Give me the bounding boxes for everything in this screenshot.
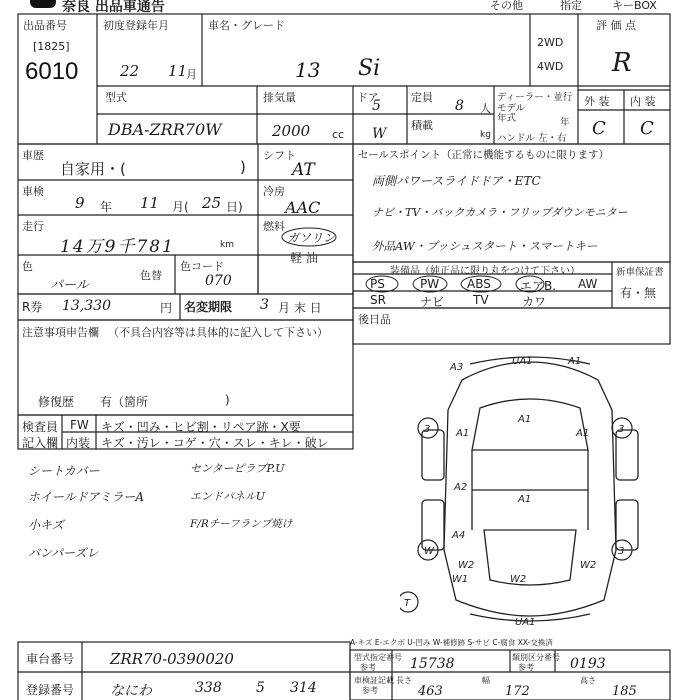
deadline-text: 月 末 日 xyxy=(278,301,322,315)
history-value: 自家用・( xyxy=(60,160,126,178)
sales-point-line-1: 両側パワースライドドア・ETC xyxy=(372,174,541,188)
capacity-label: 定員 xyxy=(411,91,433,104)
grade-label: 評 価 点 xyxy=(596,19,636,32)
damage-legend: A-キズ E-エクボ U-凹み W-補修跡 S-サビ C-腐食 XX-交換済 xyxy=(350,638,553,647)
notes-label: 注意事項申告欄 xyxy=(22,326,99,339)
note-right-3: F/Rチーフランプ焼け xyxy=(190,518,293,530)
color-change-label: 色替 xyxy=(140,269,162,282)
mark-w2-right: W2 xyxy=(580,560,597,571)
model-year-label: モデル 年式 xyxy=(497,103,526,124)
interior-value: C xyxy=(640,118,654,139)
interior-items: キズ・汚レ・コゲ・穴・スレ・キレ・破レ xyxy=(101,436,329,450)
color-code-label: 色コード xyxy=(180,260,224,273)
deadline-label: 名変期限 xyxy=(184,300,233,314)
equipment-airbag: エアB. xyxy=(520,279,557,293)
equipment-sr: SR xyxy=(370,293,386,307)
load-unit: kg xyxy=(480,130,491,140)
registration-month-unit: 月 xyxy=(186,68,197,81)
plate-kana: 5 xyxy=(256,680,265,696)
category-sub: 参考 xyxy=(518,663,534,672)
mark-a2: A2 xyxy=(454,482,468,493)
mileage-value: 14万9千781 xyxy=(60,237,175,257)
equipment-aw: AW xyxy=(578,277,598,291)
recycle-value: 13,330 xyxy=(62,298,111,314)
inspection-day-unit: 日) xyxy=(226,200,243,214)
color-value: パール xyxy=(50,278,89,293)
mark-a1-top-right: A1 xyxy=(568,356,582,367)
doors-label: ドア xyxy=(357,91,379,104)
shift-value: AT xyxy=(292,160,315,180)
capacity-value: 8 xyxy=(455,98,464,114)
registration-year: 22 xyxy=(120,62,140,80)
color-label: 色 xyxy=(22,260,33,273)
category-label: 類別区分番号 xyxy=(512,653,560,662)
model-name: 13 xyxy=(295,58,321,82)
length-value: 463 xyxy=(418,684,443,699)
plate-number: 314 xyxy=(290,680,317,696)
designation-value: 15738 xyxy=(410,656,455,672)
load-label: 積載 xyxy=(411,119,433,132)
mileage-label: 走行 xyxy=(22,220,44,233)
exterior-value: C xyxy=(592,118,606,139)
mark-t: T xyxy=(404,598,411,609)
lot-label: 出品番号 xyxy=(23,19,67,32)
fuel-gasoline: ガソリン xyxy=(287,231,336,245)
mark-ua1-bottom: UA1 xyxy=(515,617,536,628)
cert-sub: 参考 xyxy=(362,686,378,695)
height-label: 高さ xyxy=(580,676,596,685)
history-close: ) xyxy=(240,158,246,176)
rear-day-label: 後日品 xyxy=(358,313,391,326)
drive-4wd: 4WD xyxy=(537,60,564,73)
dealer-label: ディーラー・並行 xyxy=(497,92,573,103)
capacity-unit: 人 xyxy=(480,102,491,115)
note-right-1: センターピラブP.U xyxy=(190,462,285,475)
repair-close: ) xyxy=(225,393,230,407)
fw-label: FW xyxy=(70,418,89,432)
new-car-warranty-label: 新車保証書 xyxy=(616,267,664,278)
inspection-label: 車検 xyxy=(22,185,44,198)
drive-2wd: 2WD xyxy=(537,36,564,49)
length-label: 長さ xyxy=(396,676,412,685)
aircon-label: 冷房 xyxy=(263,185,285,198)
chassis-label: 車台番号 xyxy=(26,652,75,666)
interior-items-label: 内装 xyxy=(66,436,91,450)
inspection-month: 11 xyxy=(140,194,160,212)
type-label: 型式 xyxy=(105,91,127,104)
equipment-pw: PW xyxy=(420,277,440,291)
type-value: DBA-ZRR70W xyxy=(108,120,222,139)
mark-3-tl: 3 xyxy=(424,424,431,435)
mark-a3: A3 xyxy=(450,362,464,373)
notes-instruction: （不具合内容等は具体的に記入して下さい） xyxy=(108,326,328,339)
history-label: 車歴 xyxy=(22,149,44,162)
mark-a1-right-front: A1 xyxy=(576,428,590,439)
width-label: 幅 xyxy=(482,676,490,685)
inspection-month-unit: 月( xyxy=(172,200,189,214)
sales-point-line-3: 外品AW・プッシュスタート・スマートキー xyxy=(372,239,598,253)
fuel-diesel: 軽 油 xyxy=(290,251,318,265)
plate-region: なにわ xyxy=(110,683,152,699)
inspector-label: 検査員 xyxy=(22,420,59,434)
inspection-year: 9 xyxy=(75,194,85,212)
recycle-label: R券 xyxy=(22,300,43,314)
designation-sub: 参考 xyxy=(360,663,376,672)
registration-month: 11 xyxy=(168,62,188,80)
note-left-3: 小キズ xyxy=(28,518,64,532)
sales-points-header: セールスポイント（正常に機能するものに限ります） xyxy=(358,149,610,161)
header-designated: 指定 xyxy=(560,0,582,12)
displacement-label: 排気量 xyxy=(263,91,296,104)
model-label: 車名・グレード xyxy=(208,19,285,32)
inspector-label-2: 記入欄 xyxy=(22,436,59,450)
equipment-abs: ABS xyxy=(467,277,491,291)
exterior-label: 外 装 xyxy=(584,95,610,108)
equipment-navi: ナビ xyxy=(420,295,445,309)
year-unit: 年 xyxy=(560,117,570,128)
equipment-header: 装備品（純正品に限り丸をつけて下さい） xyxy=(390,266,580,277)
recycle-unit: 円 xyxy=(160,301,173,315)
mileage-unit: km xyxy=(220,240,234,250)
document-title: 奈良 出品車通告 xyxy=(62,0,165,15)
grade-value: R xyxy=(612,48,632,78)
note-right-2: エンドパネルU xyxy=(190,490,266,503)
interior-label: 内 装 xyxy=(630,95,656,108)
height-value: 185 xyxy=(612,684,637,699)
repair-value: 有（箇所 xyxy=(100,395,149,409)
displacement-value: 2000 xyxy=(272,122,311,140)
mark-a4: A4 xyxy=(452,530,466,541)
width-value: 172 xyxy=(505,684,530,699)
header-other: その他 xyxy=(490,0,523,12)
cert-label: 車検証記載 xyxy=(354,676,394,685)
doors-sub: W xyxy=(372,126,387,142)
fuel-gasoline-circle xyxy=(280,226,338,248)
equipment-ps: PS xyxy=(370,277,385,291)
fuel-label: 燃料 xyxy=(263,220,285,233)
header-key-box: キーBOX xyxy=(612,0,657,12)
inspection-day: 25 xyxy=(202,194,222,212)
equipment-circles xyxy=(360,274,570,294)
fw-items: キズ・凹み・ヒビ割・リペア跡・X要 xyxy=(101,420,301,434)
plate-label: 登録番号 xyxy=(26,683,75,697)
car-damage-diagram xyxy=(400,350,650,630)
aircon-value: AAC xyxy=(285,198,321,217)
handle-label: ハンドル 左・右 xyxy=(497,133,567,144)
displacement-unit: cc xyxy=(332,128,345,141)
mark-a1-left-front: A1 xyxy=(456,428,470,439)
registration-label: 初度登録年月 xyxy=(103,19,169,32)
lot-subnumber: [1825] xyxy=(33,40,70,53)
color-code-value: 070 xyxy=(205,273,232,289)
designation-label: 型式指定番号 xyxy=(354,653,402,662)
shift-label: シフト xyxy=(263,149,296,162)
note-left-2: ホイールドアミラーA xyxy=(28,490,145,504)
mark-a1-center: A1 xyxy=(518,494,532,505)
note-left-1: シートカバー xyxy=(28,464,100,478)
plate-class: 338 xyxy=(195,680,222,696)
mark-w2-center: W2 xyxy=(510,574,527,585)
warranty-value: 有・無 xyxy=(620,286,657,300)
equipment-tv: TV xyxy=(473,293,489,307)
mark-a1-hood: A1 xyxy=(518,414,532,425)
sales-point-line-2: ナビ・TV・バックカメラ・フリップダウンモニター xyxy=(372,206,628,219)
mark-w1: W1 xyxy=(452,574,469,585)
doors-value: 5 xyxy=(372,98,381,114)
mark-3-bl: W xyxy=(424,546,434,557)
repair-label: 修復歴 xyxy=(38,395,75,409)
mark-w2-left: W2 xyxy=(458,560,475,571)
lot-number: 6010 xyxy=(25,58,79,85)
deadline-month: 3 xyxy=(260,297,269,313)
equipment-leather: カワ xyxy=(522,295,547,309)
note-left-4: バンパーズレ xyxy=(28,546,99,560)
chassis-value: ZRR70-0390020 xyxy=(110,650,234,668)
category-value: 0193 xyxy=(570,656,606,672)
model-grade: Si xyxy=(358,56,381,81)
mark-3-tr: 3 xyxy=(618,424,625,435)
mark-ua1-top: UA1 xyxy=(512,356,533,367)
inspection-year-unit: 年 xyxy=(100,200,113,214)
mark-3-br: 3 xyxy=(618,546,625,557)
